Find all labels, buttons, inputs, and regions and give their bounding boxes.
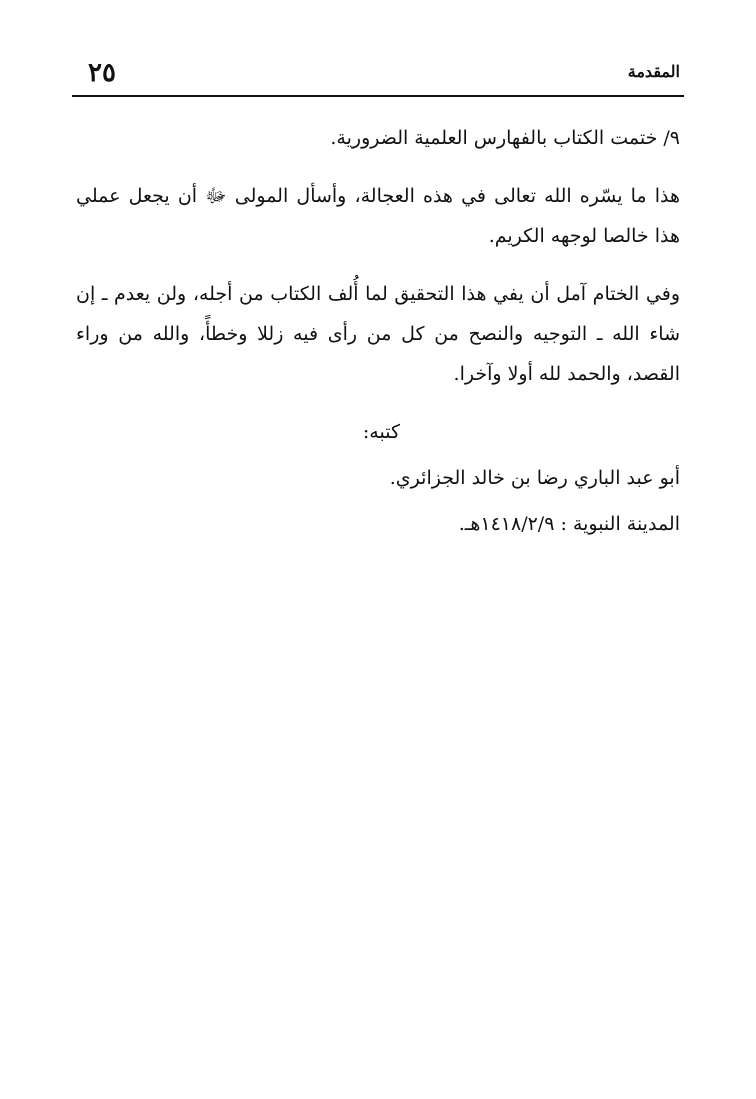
page-number: ٢٥	[88, 58, 116, 88]
paragraph-prayer: هذا ما يسّره الله تعالى في هذه العجالة، وأسأل المولى ﷻ أن يجعل عملي هذا خالصا لوجهه الكريم.	[76, 185, 680, 247]
header-rule	[72, 95, 684, 97]
paragraph-closing: وفي الختام آمل أن يفي هذا التحقيق لما أُلف الكتاب من أجله، ولن يعدم ـ إن شاء الله ـ التوجيه والنصح من كل من رأى فيه زللا وخطأً، والله من وراء القصد، والحمد لله أولا وآخرا.	[76, 283, 680, 385]
page-header	[72, 60, 684, 100]
signature-place-date: المدينة النبوية : ١٤١٨/٢/٩هـ.	[458, 513, 680, 535]
signature-label: كتبه:	[362, 421, 400, 443]
paragraph-indexes: ٩/ ختمت الكتاب بالفهارس العلمية الضرورية.	[330, 127, 680, 149]
page-body	[76, 118, 680, 544]
section-title: المقدمة	[627, 62, 680, 81]
signature-author: أبو عبد الباري رضا بن خالد الجزائري.	[389, 467, 680, 489]
